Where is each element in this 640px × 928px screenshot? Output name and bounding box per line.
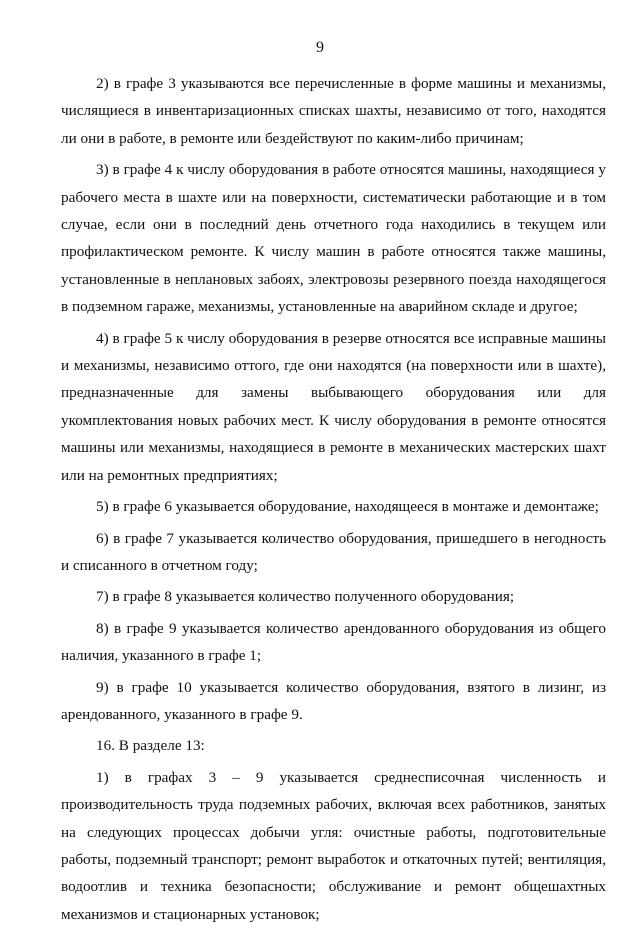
page-number: 9 — [316, 39, 324, 56]
paragraph-item-4: 4) в графе 5 к числу оборудования в резерве относятся все исправные машины и механизмы, независимо оттого, где они находятся (на поверхности или в шахте), предназначенные для замены выбывающего оборудования или для укомплектования новых рабочих мест. К числу оборудования в ремонте относятся машины или механизмы, находящиеся в ремонте в механических мастерских шахт или на ремонтных предприятиях; — [61, 329, 606, 484]
paragraph-item-6: 6) в графе 7 указывается количество оборудования, пришедшего в негодность и списанного в отчетном году; — [61, 529, 606, 574]
section-heading-16: 16. В разделе 13: — [96, 737, 205, 755]
paragraph-item-5: 5) в графе 6 указывается оборудование, находящееся в монтаже и демонтаже; — [96, 498, 599, 516]
paragraph-item-3: 3) в графе 4 к числу оборудования в работе относятся машины, находящиеся у рабочего места в шахте или на поверхности, систематически работающие и в том случае, если они в последний день отчетного года находились в текущем или профилактическом ремонте. К числу машин в работе относятся также машины, установленные в неплановых забоях, электровозы резервного поезда находящегося в подземном гараже, механизмы, установленные на аварийном складе и другое; — [61, 161, 606, 316]
paragraph-section13-item-1: 1) в графах 3 – 9 указывается среднесписочная численность и производительность труда подземных рабочих, включая всех работников, занятых на следующих процессах добычи угля: очистные работы, подготовительные работы, подземный транспорт; ремонт выработок и откаточных путей; вентиляция, водоотлив и техника безопасности; обслуживание и ремонт общешахтных механизмов и стационарных установок; — [61, 768, 606, 923]
paragraph-item-9: 9) в графе 10 указывается количество оборудования, взятого в лизинг, из арендованного, указанного в графе 9. — [61, 678, 606, 723]
paragraph-item-7: 7) в графе 8 указывается количество полученного оборудования; — [96, 588, 515, 606]
paragraph-item-2: 2) в графе 3 указываются все перечисленные в форме машины и механизмы, числящиеся в инвентаризационных списках шахты, независимо от того, находятся ли они в работе, в ремонте или бездействуют по каким-либо причинам; — [61, 75, 606, 147]
paragraph-item-8: 8) в графе 9 указывается количество арендованного оборудования из общего наличия, указанного в графе 1; — [61, 619, 606, 665]
document-body — [61, 70, 606, 928]
